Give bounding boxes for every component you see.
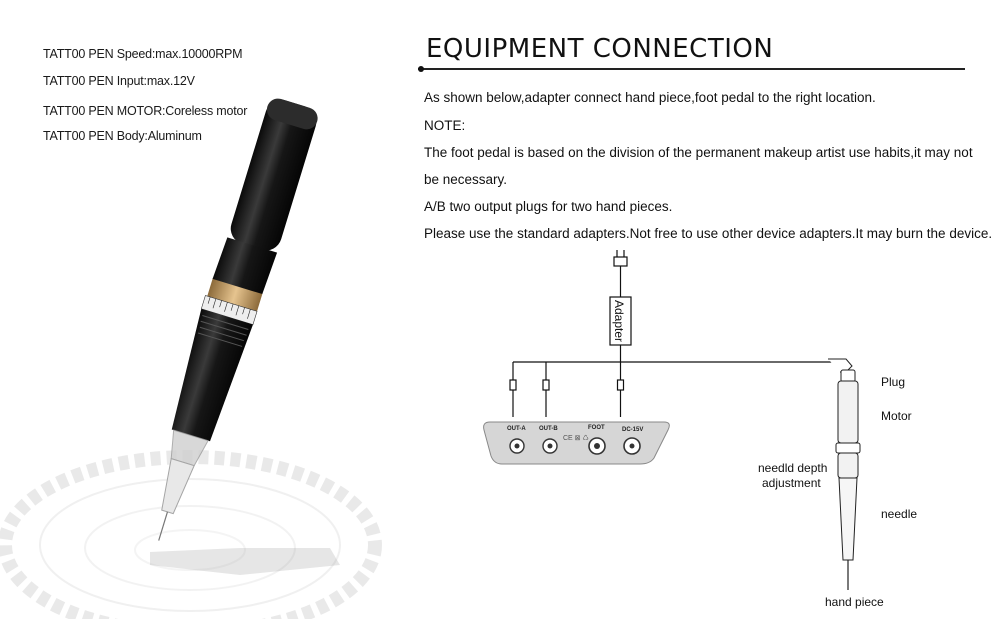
ce-mark-icon: CE ⊠ ♺ [563, 435, 589, 442]
hand-piece [828, 359, 860, 590]
spec-input: TATT00 PEN Input:max.12V [43, 74, 195, 88]
note-line: The foot pedal is based on the division of the permanent makeup artist use habits,it may not [424, 145, 973, 160]
note-line: be necessary. [424, 172, 508, 187]
port-label-foot: FOOT [588, 425, 605, 431]
port-label-out-a: OUT-A [507, 426, 526, 432]
spec-motor: TATT00 PEN MOTOR:Coreless motor [43, 104, 248, 118]
out-a-plug-icon [510, 380, 516, 390]
instruction-line: As shown below,adapter connect hand piece,foot pedal to the right location. [424, 90, 876, 105]
depth-label-line1: needld depth [758, 461, 828, 475]
spec-speed: TATT00 PEN Speed:max.10000RPM [43, 47, 243, 61]
motor-label: Motor [881, 409, 912, 423]
needle-label: needle [881, 507, 918, 521]
section-title: EQUIPMENT CONNECTION [426, 34, 774, 64]
adapter-label: Adapter [612, 300, 626, 343]
depth-label-line2: adjustment [762, 476, 821, 490]
spec-body: TATT00 PEN Body:Aluminum [43, 129, 202, 143]
power-plug-icon [614, 250, 627, 298]
foot-plug-icon [618, 380, 624, 390]
plug-label: Plug [881, 375, 906, 389]
out-b-plug-icon [543, 380, 549, 390]
warning-line: Please use the standard adapters.Not free to use other device adapters.It may burn the device. [424, 226, 993, 241]
port-label-dc: DC-15V [622, 427, 644, 433]
hand-piece-label: hand piece [825, 595, 884, 609]
note-label: NOTE: [424, 118, 466, 133]
note-line: A/B two output plugs for two hand pieces. [424, 199, 673, 214]
control-box [484, 422, 670, 464]
port-label-out-b: OUT-B [539, 426, 558, 432]
